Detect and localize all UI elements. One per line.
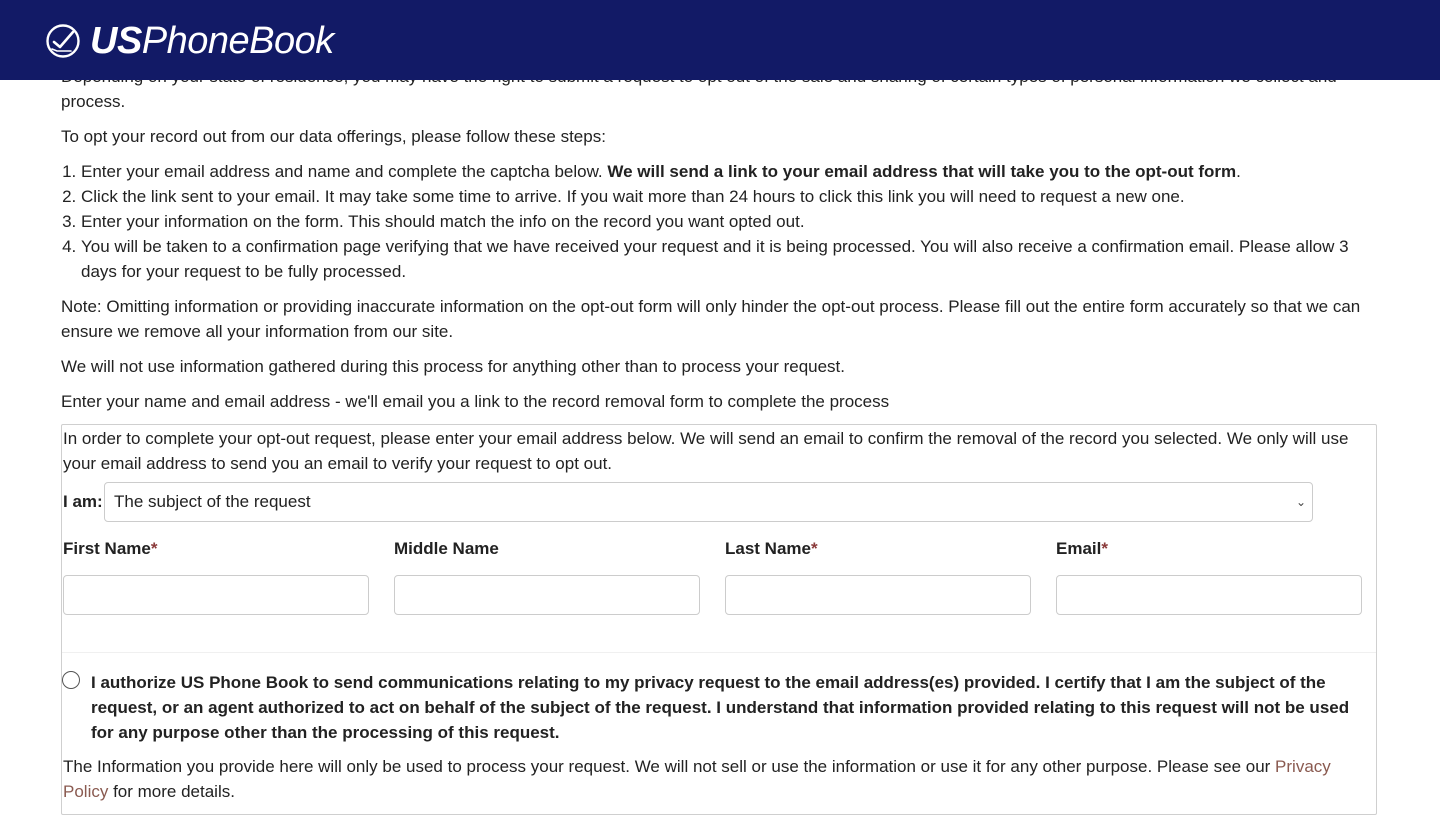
first-name-label: First Name*	[63, 539, 158, 558]
authorization-text: I authorize US Phone Book to send communications relating to my privacy request to the email address(es) provided. I certify that I am the subject of the request, or an agent authorized to act on behalf of the subject of the request. I understand that information provided relating to this request will not be used for any purpose other than the processing of this request.	[91, 673, 1350, 742]
first-name-input[interactable]	[63, 575, 369, 615]
middle-name-label: Middle Name	[394, 539, 499, 558]
logo-wordmark: USPhoneBook	[90, 20, 334, 62]
main-content	[61, 64, 1381, 815]
iam-selected-value: The subject of the request	[114, 492, 311, 511]
required-marker: *	[1101, 539, 1108, 558]
enter-prompt: Enter your name and email address - we'll email you a link to the record removal form to complete the process	[61, 392, 890, 411]
authorization-radio[interactable]	[62, 671, 80, 689]
name-fields	[63, 538, 1376, 615]
required-marker: *	[150, 539, 158, 558]
final-notice: The Information you provide here will only be used to process your request. We will not sell or use the information or use it for any other purpose. Please see our Privacy Policy for more details.	[63, 757, 1331, 801]
intro-paragraph: process.	[61, 92, 126, 111]
usage-paragraph: We will not use information gathered during this process for anything other than to process your request.	[61, 357, 846, 376]
form-intro: In order to complete your opt-out request, please enter your email address below. We will send an email to confirm the removal of the record you selected. We only will use your email address to send you an email to verify your request to opt out.	[63, 429, 1349, 473]
iam-select[interactable]	[104, 482, 1313, 522]
site-header	[0, 0, 1440, 80]
iam-label: I am:	[63, 492, 103, 511]
privacy-policy-link[interactable]: Privacy Policy	[63, 757, 1331, 801]
email-label: Email*	[1056, 539, 1108, 558]
divider	[62, 652, 1376, 653]
authorization-row	[62, 670, 1376, 745]
checkmark-seal-icon	[44, 22, 82, 60]
steps-heading: To opt your record out from our data offerings, please follow these steps:	[61, 127, 606, 146]
note-paragraph: Note: Omitting information or providing inaccurate information on the opt-out form will only hinder the opt-out process. Please fill out the entire form accurately so that we can ensure we remove all your information from our site.	[61, 297, 1361, 341]
first-name-group	[63, 538, 369, 615]
list-item: 1. Enter your email address and name and complete the captcha below. We will send a link to your email address that will take you to the opt-out form.	[81, 159, 1381, 184]
iam-row	[62, 482, 1376, 522]
site-logo[interactable]	[44, 21, 334, 61]
chevron-down-icon: ⌄	[1295, 495, 1306, 509]
email-field[interactable]	[1056, 575, 1362, 615]
opt-out-form	[61, 424, 1377, 815]
middle-name-input[interactable]	[394, 575, 700, 615]
last-name-group	[725, 538, 1031, 615]
last-name-label: Last Name*	[725, 539, 818, 558]
list-item: 3. Enter your information on the form. This should match the info on the record you want opted out.	[81, 209, 1381, 234]
middle-name-group	[394, 538, 700, 615]
steps-list	[61, 159, 1381, 284]
list-item: 4. You will be taken to a confirmation page verifying that we have received your request and it is being processed. You will also receive a confirmation email. Please allow 3 days for your request to be fully processed.	[81, 234, 1381, 284]
last-name-input[interactable]	[725, 575, 1031, 615]
email-group	[1056, 538, 1362, 615]
list-item: 2. Click the link sent to your email. It may take some time to arrive. If you wait more than 24 hours to click this link you will need to request a new one.	[81, 184, 1381, 209]
required-marker: *	[810, 539, 818, 558]
